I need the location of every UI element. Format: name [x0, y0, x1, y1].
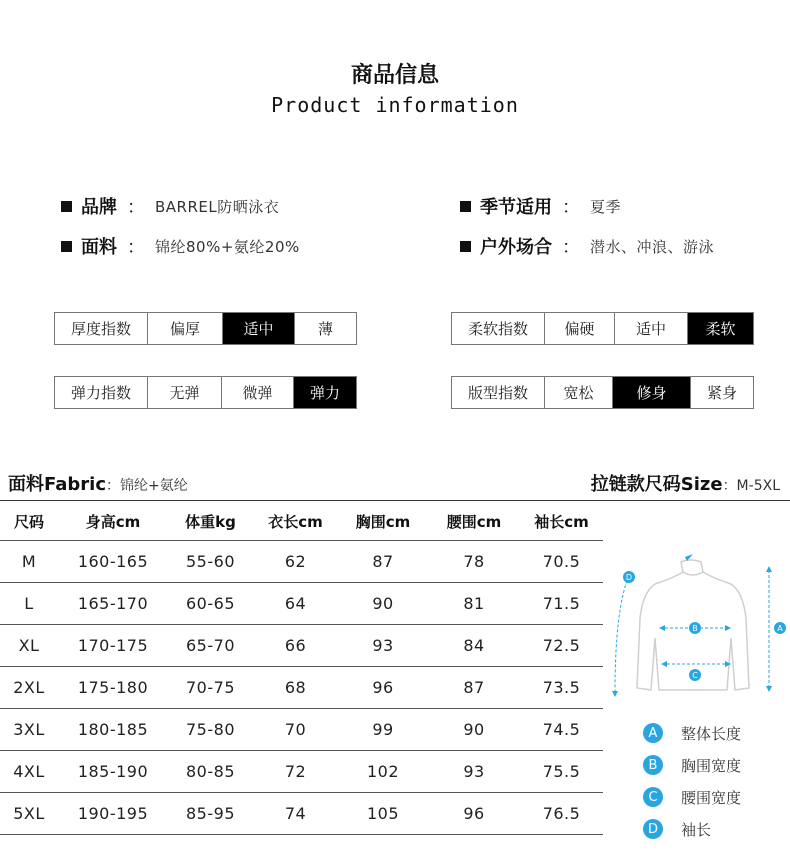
table-cell: 190-195	[58, 793, 168, 835]
table-cell: 74	[253, 793, 338, 835]
table-cell: 90	[428, 709, 520, 751]
table-row	[0, 541, 603, 583]
column-header: 袖长cm	[520, 503, 603, 541]
table-row	[0, 751, 603, 793]
column-header: 衣长cm	[253, 503, 338, 541]
page-subtitle: Product information	[271, 93, 519, 117]
table-cell: 68	[253, 667, 338, 709]
table-cell: 66	[253, 625, 338, 667]
table-cell: 75.5	[520, 751, 603, 793]
scale-option: 薄	[294, 313, 356, 344]
fabric-heading: 面料Fabric：锦纶+氨纶	[8, 474, 188, 495]
table-cell: 76.5	[520, 793, 603, 835]
column-header: 尺码	[0, 503, 58, 541]
legend-label: 胸围宽度	[681, 756, 742, 775]
column-header: 体重kg	[168, 503, 253, 541]
legend-item	[643, 749, 741, 781]
table-cell: 105	[338, 793, 428, 835]
table-cell: 99	[338, 709, 428, 751]
legend-label: 腰围宽度	[681, 788, 742, 807]
table-cell: 96	[338, 667, 428, 709]
table-cell: 70.5	[520, 541, 603, 583]
legend-label: 袖长	[681, 820, 712, 839]
circle-letter-icon: A	[643, 723, 663, 743]
attr-occasion: 户外场合 ： 潜水、冲浪、游泳	[460, 233, 714, 259]
square-bullet-icon	[460, 201, 471, 212]
square-bullet-icon	[460, 241, 471, 252]
table-cell: L	[0, 583, 58, 625]
table-cell: 93	[428, 751, 520, 793]
table-cell: 96	[428, 793, 520, 835]
scale-label: 版型指数	[467, 384, 528, 402]
column-header: 胸围cm	[338, 503, 428, 541]
attr-brand: 品牌 ： BARREL防晒泳衣	[61, 193, 279, 219]
table-cell: 80-85	[168, 751, 253, 793]
table-row	[0, 793, 603, 835]
circle-letter-icon: B	[643, 755, 663, 775]
table-cell: M	[0, 541, 58, 583]
table-cell: 4XL	[0, 751, 58, 793]
scale-option: 偏厚	[147, 313, 222, 344]
scale-option-selected: 柔软	[687, 313, 753, 344]
scale-option: 适中	[614, 313, 687, 344]
table-cell: 64	[253, 583, 338, 625]
table-cell: 165-170	[58, 583, 168, 625]
legend-label: 整体长度	[681, 724, 742, 743]
scale-option: 微弹	[221, 377, 293, 408]
table-cell: 70	[253, 709, 338, 751]
scale-option-selected: 弹力	[293, 377, 356, 408]
table-cell: 5XL	[0, 793, 58, 835]
scale-label: 弹力指数	[70, 384, 131, 402]
table-cell: 71.5	[520, 583, 603, 625]
table-cell: 170-175	[58, 625, 168, 667]
table-cell: 74.5	[520, 709, 603, 751]
table-cell: 87	[428, 667, 520, 709]
circle-letter-icon: C	[643, 787, 663, 807]
measure-marker-b	[689, 622, 701, 634]
table-row	[0, 709, 603, 751]
scale-fit	[451, 376, 754, 409]
measure-marker-c	[689, 669, 701, 681]
attr-season: 季节适用 ： 夏季	[460, 193, 621, 219]
legend-item	[643, 813, 741, 845]
table-cell: 2XL	[0, 667, 58, 709]
table-cell: 84	[428, 625, 520, 667]
legend-item	[643, 717, 741, 749]
scale-elasticity	[54, 376, 357, 409]
svg-text:C: C	[692, 671, 698, 680]
scale-option: 偏硬	[544, 313, 614, 344]
scale-option: 宽松	[544, 377, 612, 408]
table-cell: 160-165	[58, 541, 168, 583]
table-cell: 185-190	[58, 751, 168, 793]
table-cell: 72	[253, 751, 338, 793]
measurement-legend	[643, 717, 741, 845]
table-cell: 3XL	[0, 709, 58, 751]
table-cell: 180-185	[58, 709, 168, 751]
scale-label: 厚度指数	[70, 320, 131, 338]
table-row	[0, 583, 603, 625]
scale-label: 柔软指数	[467, 320, 528, 338]
scale-option: 紧身	[690, 377, 753, 408]
measure-marker-a	[774, 622, 786, 634]
section-divider	[0, 500, 790, 501]
square-bullet-icon	[61, 201, 72, 212]
measure-marker-d	[623, 571, 635, 583]
svg-text:A: A	[777, 624, 783, 633]
table-row	[0, 625, 603, 667]
table-cell: XL	[0, 625, 58, 667]
table-cell: 60-65	[168, 583, 253, 625]
table-cell: 90	[338, 583, 428, 625]
size-table	[0, 503, 603, 835]
table-cell: 78	[428, 541, 520, 583]
garment-diagram	[603, 548, 790, 708]
table-cell: 175-180	[58, 667, 168, 709]
table-cell: 87	[338, 541, 428, 583]
size-heading: 拉链款尺码Size：M-5XL	[590, 474, 780, 495]
scale-softness	[451, 312, 754, 345]
svg-text:D: D	[625, 573, 633, 582]
scale-thickness	[54, 312, 357, 345]
scale-option-selected: 适中	[222, 313, 294, 344]
table-cell: 55-60	[168, 541, 253, 583]
table-row	[0, 667, 603, 709]
legend-item	[643, 781, 741, 813]
table-cell: 70-75	[168, 667, 253, 709]
table-cell: 85-95	[168, 793, 253, 835]
scale-option: 无弹	[147, 377, 221, 408]
table-cell: 81	[428, 583, 520, 625]
table-cell: 102	[338, 751, 428, 793]
attr-fabric: 面料 ： 锦纶80%+氨纶20%	[61, 233, 300, 259]
square-bullet-icon	[61, 241, 72, 252]
page-title: 商品信息	[350, 63, 439, 88]
column-header: 身高cm	[58, 503, 168, 541]
column-header: 腰围cm	[428, 503, 520, 541]
table-cell: 72.5	[520, 625, 603, 667]
table-header-row	[0, 503, 603, 541]
svg-text:B: B	[692, 624, 698, 633]
scale-option-selected: 修身	[612, 377, 690, 408]
table-cell: 73.5	[520, 667, 603, 709]
table-cell: 75-80	[168, 709, 253, 751]
table-cell: 62	[253, 541, 338, 583]
table-cell: 93	[338, 625, 428, 667]
rashguard-shirt-icon	[603, 548, 790, 708]
table-cell: 65-70	[168, 625, 253, 667]
circle-letter-icon: D	[643, 819, 663, 839]
